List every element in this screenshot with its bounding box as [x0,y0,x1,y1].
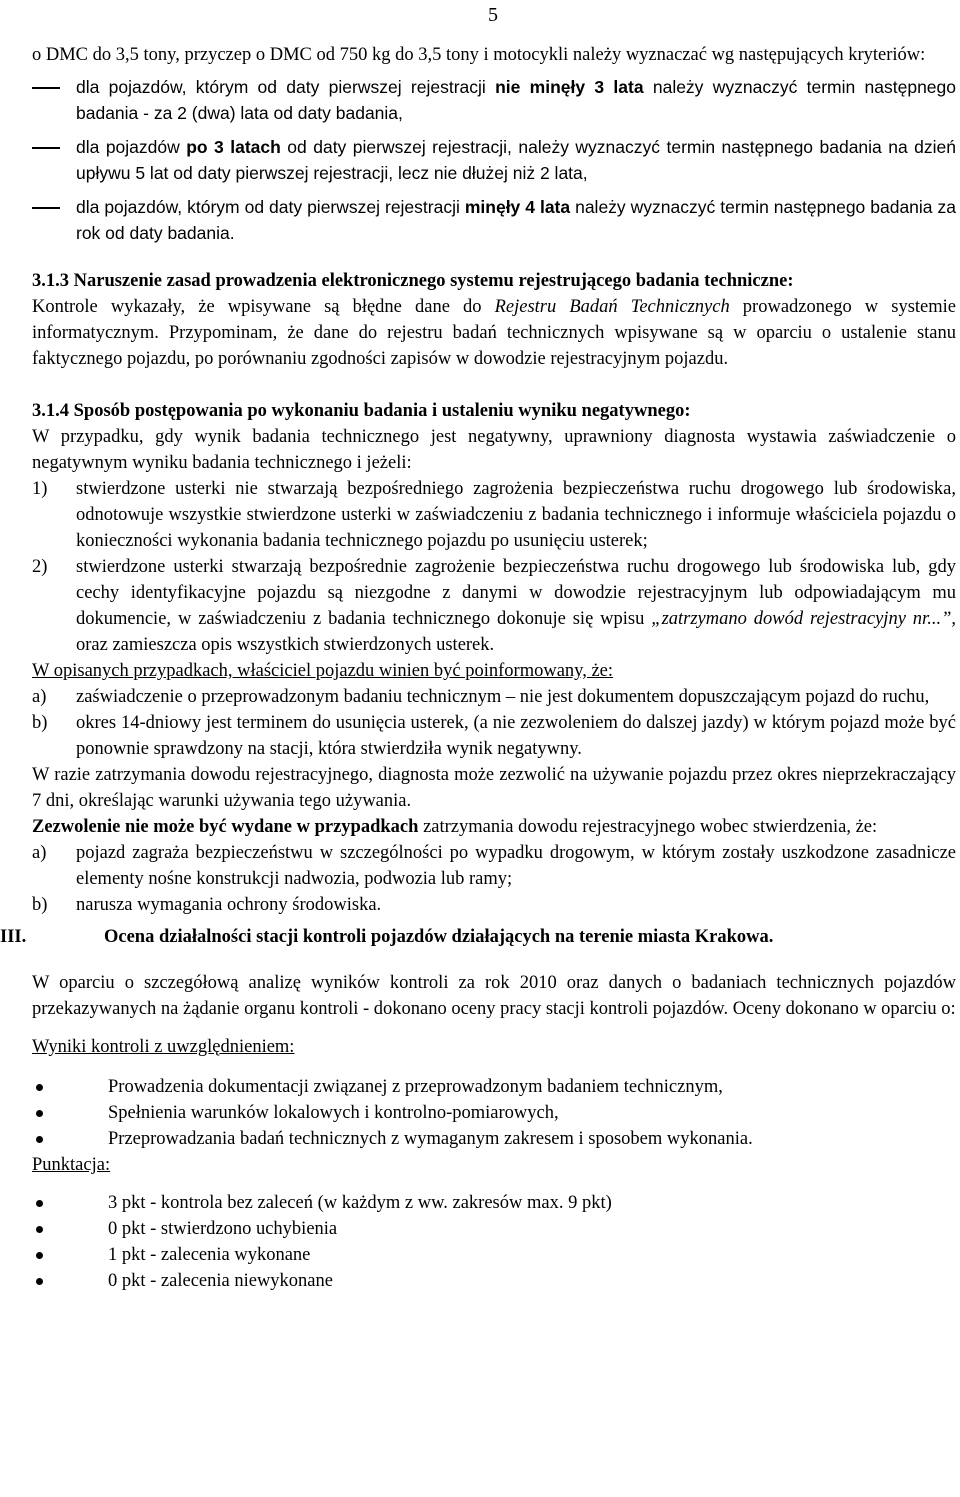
permit-paragraph: Zezwolenie nie może być wydane w przypadkach zatrzymania dowodu rejestracyjnego wobec stwierdzenia, że: [32,817,878,837]
dash-item: dla pojazdów, którym od daty pierwszej rejestracji minęły 4 lata należy wyznaczyć termin następnego badania za rok od daty badania. [32,194,956,246]
retention-paragraph: W razie zatrzymania dowodu rejestracyjnego, diagnosta może zezwolić na używanie pojazdu przez okres nieprzekraczający 7 dni, określając warunki używania tego używania. [32,765,956,811]
numbered-item: 1) stwierdzone usterki nie stwarzają bezpośredniego zagrożenia bezpieczeństwa ruchu drogowego lub środowiska, odnotowuje wszystkie stwierdzone usterki w zaświadczeniu z badania technicznego i informuje właściciela pojazdu o konieczności wykonania badania technicznego pojazdu po usunięciu usterek; [32,479,956,551]
dash-item: dla pojazdów po 3 latach od daty pierwszej rejestracji, należy wyznaczyć termin następnego badania na dzień upływu 5 lat od daty pierwszej rejestracji, lecz nie dłużej niż 2 lata, [32,134,956,186]
list-item: 1 pkt - zalecenia wykonane [32,1242,956,1268]
section-iii-heading: III. Ocena działalności stacji kontroli pojazdów działających na terenie miasta Krakowa. [0,927,774,947]
page-number: 5 [488,4,498,26]
inform-heading: W opisanych przypadkach, właściciel pojazdu winien być poinformowany, że: [32,661,614,681]
section-3-1-4-intro: W przypadku, gdy wynik badania technicznego jest negatywny, uprawniony diagnosta wystawia zaświadczenie o negatywnym wyniku badania technicznego i jeżeli: [32,427,956,473]
scoring-heading: Punktacja: [32,1155,111,1175]
section-3-1-4-heading: 3.1.4 Sposób postępowania po wykonaniu badania i ustaleniu wyniku negatywnego: [32,401,691,421]
dash-item: dla pojazdów, którym od daty pierwszej rejestracji nie minęły 3 lata należy wyznaczyć termin następnego badania - za 2 (dwa) lata od daty badania, [32,74,956,126]
section-iii-intro: W oparciu o szczegółową analizę wyników kontroli za rok 2010 oraz danych o badaniach technicznych pojazdów przekazywanych na żądanie organu kontroli - dokonano oceny pracy stacji kontroli pojazdów. Oceny dokonano w oparciu o: [32,973,956,1019]
list-item: 3 pkt - kontrola bez zaleceń (w każdym z ww. zakresów max. 9 pkt) [32,1190,956,1216]
dash-list [32,74,956,246]
list-item: Spełnienia warunków lokalowych i kontrolno-pomiarowych, [32,1100,956,1126]
list-item: Prowadzenia dokumentacji związanej z przeprowadzonym badaniem technicznym, [32,1074,956,1100]
lettered-item: b) narusza wymagania ochrony środowiska. [32,895,382,915]
lettered-item: b) okres 14-dniowy jest terminem do usunięcia usterek, (a nie zezwoleniem do dalszej jazdy) w którym pojazd może być ponownie sprawdzony na stacji, która stwierdziła wynik negatywny. [32,713,956,759]
numbered-item: 2) stwierdzone usterki stwarzają bezpośrednie zagrożenie bezpieczeństwa ruchu drogowego lub środowiska lub, gdy cechy identyfikacyjne pojazdu są niezgodne z danymi w dowodzie rejestracyjnym lub odpowiadającym mu dokumencie, w zaświadczeniu z badania technicznego dokonuje się wpisu „zatrzymano dowód rejestracyjny nr...”, oraz zamieszcza opis wszystkich stwierdzonych usterek. [32,557,956,655]
list-item: 0 pkt - stwierdzono uchybienia [32,1216,956,1242]
results-list [32,1074,956,1152]
section-3-1-3-heading: 3.1.3 Naruszenie zasad prowadzenia elektronicznego systemu rejestrującego badania techniczne: [32,271,794,291]
section-3-1-3-body: Kontrole wykazały, że wpisywane są błędne dane do Rejestru Badań Technicznych prowadzonego w systemie informatycznym. Przypominam, że dane do rejestru badań technicznych wpisywane są w oparciu o ustalenie stanu faktycznego pojazdu, po porównaniu zgodności zapisów w dowodzie rejestracyjnym pojazdu. [32,297,956,369]
lettered-item: a) pojazd zagraża bezpieczeństwu w szczególności po wypadku drogowym, w którym zostały uszkodzone zasadnicze elementy nośne konstrukcji nadwozia, podwozia lub ramy; [32,843,956,889]
intro-paragraph: o DMC do 3,5 tony, przyczep o DMC od 750 kg do 3,5 tony i motocykli należy wyznaczać wg następujących kryteriów: [32,45,926,65]
scoring-list [32,1190,956,1294]
lettered-item: a) zaświadczenie o przeprowadzonym badaniu technicznym – nie jest dokumentem dopuszczającym pojazd do ruchu, [32,687,930,707]
results-heading: Wyniki kontroli z uwzględnieniem: [32,1037,295,1057]
list-item: Przeprowadzania badań technicznych z wymaganym zakresem i sposobem wykonania. [32,1126,956,1152]
list-item: 0 pkt - zalecenia niewykonane [32,1268,956,1294]
